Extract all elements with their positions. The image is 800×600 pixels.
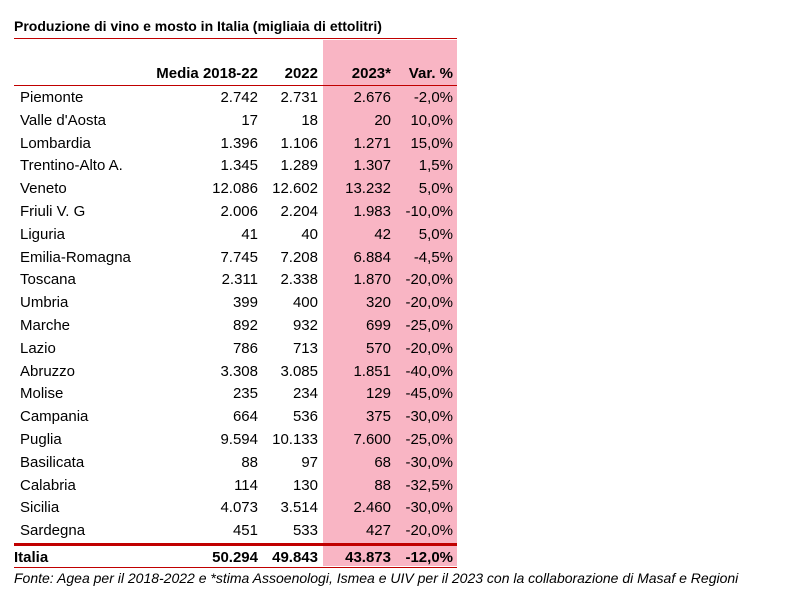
table-title: Produzione di vino e mosto in Italia (migliaia di ettolitri) [14, 18, 382, 34]
cell-region: Campania [20, 408, 89, 426]
cell-region: Abruzzo [20, 362, 76, 380]
cell-region: Puglia [20, 430, 62, 448]
header-var: Var. % [408, 65, 453, 82]
table-row [0, 248, 800, 271]
cell-var: -25,0% [405, 316, 453, 334]
cell-media: 2.311 [221, 271, 258, 289]
cell-2022: 713 [292, 339, 318, 357]
cell-media: 451 [232, 522, 258, 540]
table-row [0, 88, 800, 111]
cell-2023: 1.870 [353, 271, 391, 289]
table-row [0, 270, 800, 293]
cell-2022: 3.514 [280, 499, 318, 517]
cell-region: Emilia-Romagna [20, 248, 131, 266]
cell-2022: 130 [292, 476, 318, 494]
cell-var: -45,0% [405, 385, 453, 403]
cell-var: -20,0% [405, 522, 453, 540]
cell-region: Trentino-Alto A. [20, 157, 123, 175]
cell-region: Friuli V. G [20, 202, 86, 220]
cell-2023: 570 [365, 339, 391, 357]
cell-var: -30,0% [405, 453, 453, 471]
cell-2023: 1.307 [353, 157, 391, 175]
table-row [0, 316, 800, 339]
cell-var: -20,0% [405, 294, 453, 312]
cell-2023: 13.232 [345, 180, 391, 198]
cell-media: 892 [232, 316, 258, 334]
cell-region: Marche [20, 316, 71, 334]
cell-var: 10,0% [410, 111, 453, 129]
cell-var: 5,0% [418, 180, 453, 198]
cell-2023: 20 [374, 111, 391, 129]
cell-2022: 2.731 [280, 89, 318, 106]
cell-media: 399 [232, 294, 258, 312]
cell-2022: 2.338 [280, 271, 318, 289]
table-row [0, 202, 800, 225]
header-2023: 2023* [351, 65, 391, 82]
cell-var: -20,0% [405, 271, 453, 289]
table-row [0, 384, 800, 407]
cell-2022: 97 [301, 453, 318, 471]
cell-var: -2,0% [413, 89, 453, 106]
cell-2022: 234 [292, 385, 318, 403]
cell-region: Calabria [20, 476, 76, 494]
total-bottom-divider [14, 567, 457, 568]
table-header-row [0, 64, 800, 84]
table-row [0, 293, 800, 316]
cell-region: Toscana [20, 271, 76, 289]
cell-2023: 68 [374, 453, 391, 471]
cell-media: 4.073 [220, 499, 258, 517]
total-divider [14, 543, 457, 546]
cell-var: -25,0% [405, 430, 453, 448]
total-var: -12,0% [405, 549, 453, 566]
cell-var: -20,0% [405, 339, 453, 357]
cell-2022: 2.204 [280, 202, 318, 220]
total-2023: 43.873 [345, 549, 391, 566]
header-2022: 2022 [284, 65, 318, 82]
total-media: 50.294 [212, 549, 258, 566]
cell-2023: 1.983 [353, 202, 391, 220]
cell-region: Basilicata [20, 453, 85, 471]
cell-region: Piemonte [20, 89, 84, 106]
cell-region: Sardegna [20, 522, 86, 540]
cell-var: -4,5% [413, 248, 453, 266]
table-body [0, 88, 800, 544]
cell-var: 5,0% [418, 225, 453, 243]
cell-media: 12.086 [212, 180, 258, 198]
table-row [0, 521, 800, 544]
cell-media: 7.745 [220, 248, 258, 266]
cell-2023: 2.676 [353, 89, 391, 106]
total-row [0, 548, 800, 568]
cell-media: 235 [232, 385, 258, 403]
cell-region: Valle d'Aosta [20, 111, 106, 129]
table-row [0, 111, 800, 134]
cell-var: 1,5% [418, 157, 453, 175]
cell-var: -40,0% [405, 362, 453, 380]
header-media: Media 2018-22 [156, 65, 258, 82]
table-row [0, 453, 800, 476]
cell-2023: 699 [365, 316, 391, 334]
cell-2022: 400 [292, 294, 318, 312]
source-footnote: Fonte: Agea per il 2018-2022 e *stima Assoenologi, Ismea e UIV per il 2023 con la collaborazione di Masaf e Regioni [14, 570, 739, 586]
cell-2022: 10.133 [272, 430, 318, 448]
total-region: Italia [14, 549, 49, 566]
cell-media: 114 [234, 476, 258, 494]
cell-region: Sicilia [20, 499, 60, 517]
cell-2023: 320 [365, 294, 391, 312]
cell-2023: 375 [365, 408, 391, 426]
cell-2023: 129 [365, 385, 391, 403]
cell-media: 664 [232, 408, 258, 426]
cell-2023: 1.271 [353, 134, 391, 152]
cell-2023: 7.600 [353, 430, 391, 448]
cell-region: Liguria [20, 225, 66, 243]
cell-2023: 42 [374, 225, 391, 243]
cell-region: Molise [20, 385, 64, 403]
header-divider [14, 85, 457, 86]
cell-2023: 6.884 [353, 248, 391, 266]
cell-media: 3.308 [220, 362, 258, 380]
table-row [0, 430, 800, 453]
cell-2023: 88 [374, 476, 391, 494]
cell-2022: 12.602 [272, 180, 318, 198]
cell-var: -10,0% [405, 202, 453, 220]
cell-2023: 427 [365, 522, 391, 540]
cell-2022: 932 [292, 316, 318, 334]
total-2022: 49.843 [272, 549, 318, 566]
table-row [0, 225, 800, 248]
cell-media: 88 [241, 453, 258, 471]
table-row [0, 156, 800, 179]
cell-2022: 18 [301, 111, 318, 129]
cell-2022: 1.106 [280, 134, 318, 152]
cell-media: 1.396 [220, 134, 258, 152]
cell-var: -30,0% [405, 408, 453, 426]
cell-region: Veneto [20, 180, 67, 198]
cell-media: 9.594 [220, 430, 258, 448]
cell-2022: 7.208 [280, 248, 318, 266]
table-row [0, 362, 800, 385]
table-row [0, 407, 800, 430]
cell-media: 786 [232, 339, 258, 357]
cell-media: 2.006 [220, 202, 258, 220]
cell-region: Umbria [20, 294, 69, 312]
cell-2023: 1.851 [353, 362, 391, 380]
table-row [0, 339, 800, 362]
cell-2022: 40 [301, 225, 318, 243]
table-row [0, 179, 800, 202]
cell-2022: 3.085 [280, 362, 318, 380]
cell-media: 2.742 [220, 89, 258, 106]
cell-2023: 2.460 [353, 499, 391, 517]
cell-var: 15,0% [410, 134, 453, 152]
cell-2022: 536 [292, 408, 318, 426]
cell-var: -30,0% [405, 499, 453, 517]
cell-var: -32,5% [405, 476, 453, 494]
cell-media: 17 [241, 111, 258, 129]
cell-media: 41 [241, 225, 258, 243]
title-divider [14, 38, 457, 39]
cell-2022: 533 [292, 522, 318, 540]
cell-region: Lombardia [20, 134, 91, 152]
table-row [0, 134, 800, 157]
cell-2022: 1.289 [280, 157, 318, 175]
table-row [0, 476, 800, 499]
cell-media: 1.345 [220, 157, 258, 175]
cell-region: Lazio [20, 339, 56, 357]
table-row [0, 498, 800, 521]
